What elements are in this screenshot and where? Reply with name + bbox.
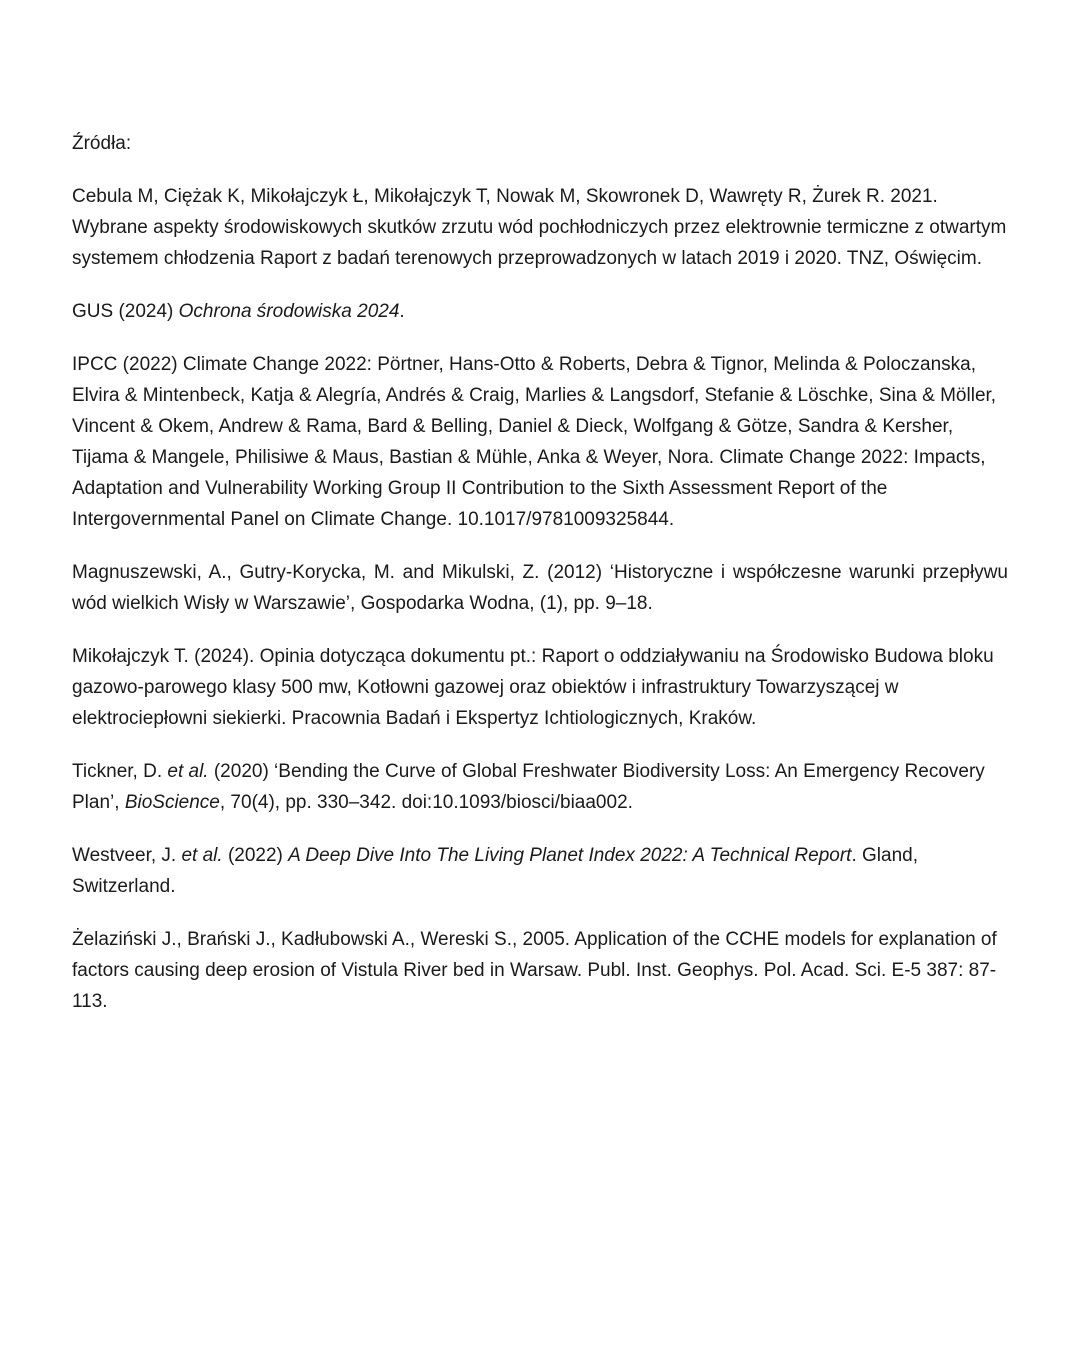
reference-text: Żelaziński J., Brański J., Kadłubowski A., Wereski S., 2005. Application of the CCHE models for explanation of factors causing deep erosion of Vistula River bed in Warsaw. Publ. Inst. Geophys. Pol. Acad. Sci. E-5 387: 87-113. <box>72 929 997 1012</box>
reference-text: (2020) ‘Bending the Curve of Global Freshwater Biodiversity Loss: An Emergency Recovery Plan’, <box>72 761 985 813</box>
references-list <box>72 181 1008 1017</box>
reference-text-italic: Ochrona środowiska 2024 <box>178 301 400 322</box>
reference-text: Mikołajczyk T. (2024). Opinia dotycząca dokumentu pt.: Raport o oddziaływaniu na Środowisko Budowa bloku gazowo-parowego klasy 500 mw, Kotłowni gazowej oraz obiektów i infrastruktury Towarzyszącej w elektrociepłowni siekierki. Pracownia Badań i Ekspertyz Ichtiologicznych, Kraków. <box>72 646 994 729</box>
reference-text: Tickner, D. <box>72 761 168 782</box>
reference-text: . Gland, Switzerland. <box>72 845 919 897</box>
reference-text: Westveer, J. <box>72 845 182 866</box>
reference-tickner-2020 <box>72 756 1008 818</box>
reference-text: Magnuszewski, A., Gutry-Korycka, M. and Mikulski, Z. (2012) ‘Historyczne i współczesne warunki przepływu wód wielkich Wisły w Warszawie’, Gospodarka Wodna, (1), pp. 9–18. <box>72 562 1008 614</box>
reference-text: GUS (2024) <box>72 301 179 322</box>
reference-zelazinski-2005 <box>72 924 1008 1017</box>
reference-text-italic: et al. <box>167 761 209 782</box>
reference-cebula-2021 <box>72 181 1008 274</box>
reference-westveer-2022 <box>72 840 1008 902</box>
reference-text: Cebula M, Ciężak K, Mikołajczyk Ł, Mikołajczyk T, Nowak M, Skowronek D, Wawręty R, Żurek R. 2021. Wybrane aspekty środowiskowych skutków zrzutu wód pochłodniczych przez elektrownie termiczne z otwartym systemem chłodzenia Raport z badań terenowych przeprowadzonych w latach 2019 i 2020. TNZ, Oświęcim. <box>72 186 1007 269</box>
reference-ipcc-2022 <box>72 349 1008 535</box>
reference-text: (2022) <box>222 845 289 866</box>
references-heading: Źródła: <box>72 133 132 154</box>
reference-text: . <box>399 301 405 322</box>
reference-text-italic: BioScience <box>124 792 220 813</box>
reference-magnuszewski-2012 <box>72 557 1008 619</box>
reference-text: IPCC (2022) Climate Change 2022: Pörtner, Hans-Otto & Roberts, Debra & Tignor, Melinda & Poloczanska, Elvira & Mintenbeck, Katja & Alegría, Andrés & Craig, Marlies & Langsdorf, Stefanie & Löschke, Sina & Möller, Vincent & Okem, Andrew & Rama, Bard & Belling, Daniel & Dieck, Wolfgang & Götze, Sandra & Kersher, Tijama & Mangele, Philisiwe & Maus, Bastian & Mühle, Anka & Weyer, Nora. Climate Change 2022: Impacts, Adaptation and Vulnerability Working Group II Contribution to the Sixth Assessment Report of the Intergovernmental Panel on Climate Change. 10.1017/9781009325844. <box>72 354 997 530</box>
reference-text: , 70(4), pp. 330–342. doi:10.1093/biosci/biaa002. <box>219 792 633 813</box>
reference-text-italic: A Deep Dive Into The Living Planet Index 2022: A Technical Report <box>288 845 852 866</box>
reference-gus-2024 <box>72 296 1008 327</box>
reference-text-italic: et al. <box>181 845 223 866</box>
reference-mikolajczyk-2024 <box>72 641 1008 734</box>
